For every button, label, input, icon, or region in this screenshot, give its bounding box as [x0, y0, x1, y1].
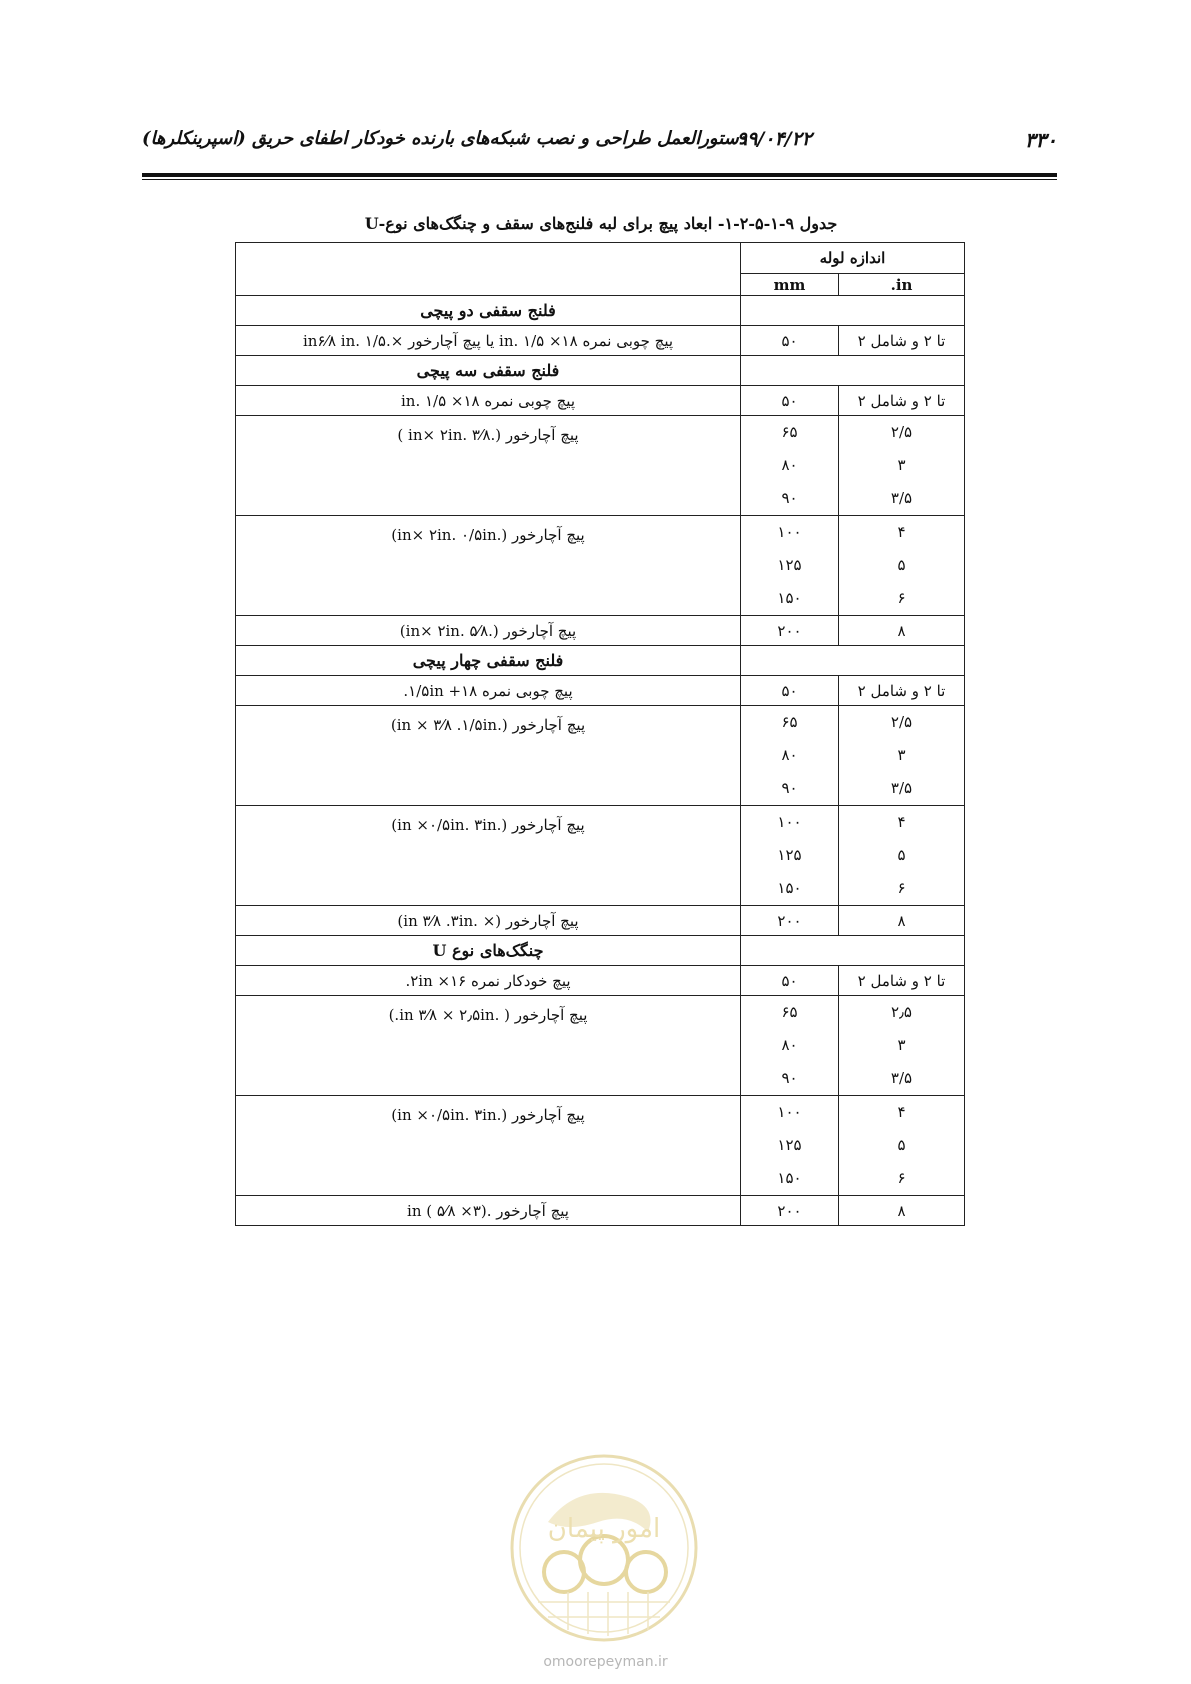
size-mm-value: ۲۰۰	[777, 1201, 802, 1220]
header-rule-thick	[142, 173, 1057, 177]
size-mm-value: ۱۲۵	[777, 846, 802, 864]
header-rule-thin	[142, 179, 1057, 180]
size-in-value: ۶	[897, 1169, 906, 1187]
table-row	[236, 416, 965, 516]
bolt-dimensions-table	[235, 242, 965, 1226]
table-row	[236, 966, 965, 996]
cell-in	[839, 996, 965, 1096]
cell-in	[839, 616, 965, 646]
size-in-value: ۵	[897, 1136, 906, 1154]
page-header	[142, 128, 1057, 158]
cell-mm	[741, 1196, 839, 1226]
size-mm-value: ۱۰۰	[777, 523, 802, 541]
cell-mm	[741, 386, 839, 416]
size-mm-value: ۹۰	[781, 1069, 798, 1087]
size-mm-value: ۵۰	[781, 971, 798, 990]
size-in-value: ۴	[897, 1103, 906, 1121]
cell-mm	[741, 706, 839, 806]
size-mm-value: ۱۰۰	[777, 813, 802, 831]
size-mm-value: ۸۰	[781, 456, 798, 474]
cell-mm	[741, 516, 839, 616]
group-empty-cell	[741, 936, 965, 966]
bolt-description: پیچ آچارخور (.in× ۲in. ۰/۵in)	[236, 516, 741, 616]
group-row	[236, 296, 965, 326]
size-mm-value: ۲۰۰	[777, 911, 802, 930]
group-empty-cell	[741, 356, 965, 386]
cell-mm	[741, 806, 839, 906]
group-row	[236, 356, 965, 386]
group-row	[236, 936, 965, 966]
cell-mm	[741, 616, 839, 646]
cell-in	[839, 386, 965, 416]
cell-in	[839, 676, 965, 706]
group-title: فلنج سقفی چهار پیچی	[236, 646, 741, 676]
size-mm-value: ۶۵	[781, 1003, 798, 1021]
bolt-description: پیچ چوبی نمره ۱۸× in. ۱/۵ یا پیچ آچارخور ×.in۶⁄۸ in. ۱/۵	[236, 326, 741, 356]
size-in-value: تا ۲ و شامل ۲	[857, 331, 946, 350]
cell-in	[839, 906, 965, 936]
size-mm-value: ۹۰	[781, 779, 798, 797]
bolt-description: پیچ آچارخور (× .in ۳⁄۸ .۳in)	[236, 906, 741, 936]
size-mm-value: ۶۵	[781, 713, 798, 731]
size-mm-value: ۱۲۵	[777, 556, 802, 574]
cell-in	[839, 416, 965, 516]
bolt-description: پیچ خودکار نمره ۱۶× ۲in.	[236, 966, 741, 996]
cell-in	[839, 516, 965, 616]
table-row	[236, 326, 965, 356]
size-mm-value: ۱۲۵	[777, 1136, 802, 1154]
size-in-value: تا ۲ و شامل ۲	[857, 681, 946, 700]
watermark-logo-text: امور پیمان	[547, 1514, 661, 1544]
size-in-value: ۳	[897, 1036, 906, 1054]
cell-mm	[741, 1096, 839, 1196]
size-mm-value: ۹۰	[781, 489, 798, 507]
bolt-description: پیچ آچارخور (.in × ۳⁄۸ .۱/۵in)	[236, 706, 741, 806]
size-mm-value: ۱۰۰	[777, 1103, 802, 1121]
size-in-value: تا ۲ و شامل ۲	[857, 391, 946, 410]
table-row	[236, 906, 965, 936]
table-row	[236, 706, 965, 806]
bolt-description: پیچ چوبی نمره ۱۸× in. ۱/۵	[236, 386, 741, 416]
size-in-value: ۶	[897, 589, 906, 607]
cell-mm	[741, 416, 839, 516]
bolt-description: پیچ چوبی نمره ۱۸+ ۱/۵in.	[236, 676, 741, 706]
size-mm-value: ۱۵۰	[777, 1169, 802, 1187]
col-mm-header: mm	[741, 274, 839, 296]
cell-in	[839, 326, 965, 356]
size-in-value: ۳/۵	[890, 1069, 913, 1087]
cell-in	[839, 1096, 965, 1196]
size-mm-value: ۱۵۰	[777, 589, 802, 607]
size-mm-value: ۸۰	[781, 1036, 798, 1054]
bolt-description: پیچ آچارخور (.in ×۰/۵in. ۳in)	[236, 1096, 741, 1196]
size-in-value: ۳	[897, 456, 906, 474]
group-empty-cell	[741, 296, 965, 326]
cell-in	[839, 1196, 965, 1226]
size-in-value: تا ۲ و شامل ۲	[857, 971, 946, 990]
header-date: ۹۹/۰۴/۲۲	[736, 128, 812, 150]
group-title: چنگک‌های نوع U	[236, 936, 741, 966]
header-empty-cell	[236, 243, 741, 296]
bolt-description: پیچ آچارخور (.in× ۲in. ۵⁄۸)	[236, 616, 741, 646]
cell-mm	[741, 326, 839, 356]
size-in-value: ۲/۵	[890, 713, 913, 731]
table-row	[236, 676, 965, 706]
cell-mm	[741, 676, 839, 706]
col-in-header: in.	[839, 274, 965, 296]
bolt-description: پیچ آچارخور (.in ×۰/۵in. ۳in)	[236, 806, 741, 906]
table-caption: جدول ۹-۱-۵-۲-۱- ابعاد پیچ برای لبه فلنج‌های سقف و چنگک‌های نوع-U	[364, 214, 838, 233]
size-mm-value: ۱۵۰	[777, 879, 802, 897]
table-row	[236, 1196, 965, 1226]
size-in-value: ۲٫۵	[891, 1003, 912, 1021]
pipe-size-header: اندازه لوله	[741, 243, 965, 274]
size-in-value: ۵	[897, 556, 906, 574]
size-in-value: ۸	[897, 911, 906, 930]
size-in-value: ۴	[897, 523, 906, 541]
cell-mm	[741, 966, 839, 996]
size-mm-value: ۵۰	[781, 681, 798, 700]
size-in-value: ۳	[897, 746, 906, 764]
bolt-description: پیچ آچارخور (.in× ۲in. ۳⁄۸ )	[236, 416, 741, 516]
size-in-value: ۵	[897, 846, 906, 864]
size-in-value: ۳/۵	[890, 779, 913, 797]
group-title: فلنج سقفی دو پیچی	[236, 296, 741, 326]
document-title: دستورالعمل طراحی و نصب شبکه‌های بارنده خودکار اطفای حریق (اسپرینکلرها)	[142, 128, 747, 149]
table-row	[236, 386, 965, 416]
group-row	[236, 646, 965, 676]
cell-in	[839, 966, 965, 996]
size-mm-value: ۲۰۰	[777, 621, 802, 640]
bolt-description: پیچ آچارخور ( .in ۳⁄۸ × ۲٫۵in.)	[236, 996, 741, 1096]
group-empty-cell	[741, 646, 965, 676]
size-in-value: ۸	[897, 1201, 906, 1220]
size-in-value: ۶	[897, 879, 906, 897]
size-in-value: ۳/۵	[890, 489, 913, 507]
cell-in	[839, 806, 965, 906]
size-in-value: ۸	[897, 621, 906, 640]
size-in-value: ۲/۵	[890, 423, 913, 441]
table-row	[236, 616, 965, 646]
page-number: ۳۳۰	[1024, 128, 1057, 152]
size-mm-value: ۵۰	[781, 331, 798, 350]
watermark-logo	[508, 1452, 700, 1644]
size-in-value: ۴	[897, 813, 906, 831]
cell-mm	[741, 906, 839, 936]
table-row	[236, 996, 965, 1096]
bolt-description: پیچ آچارخور .in ( ۵⁄۸ ×۳)	[236, 1196, 741, 1226]
table-row	[236, 516, 965, 616]
size-mm-value: ۵۰	[781, 391, 798, 410]
size-mm-value: ۶۵	[781, 423, 798, 441]
watermark-url: omoorepeyman.ir	[543, 1654, 668, 1670]
group-title: فلنج سقفی سه پیچی	[236, 356, 741, 386]
table-body	[236, 296, 965, 1226]
cell-in	[839, 706, 965, 806]
table-row	[236, 806, 965, 906]
cell-mm	[741, 996, 839, 1096]
table-row	[236, 1096, 965, 1196]
size-mm-value: ۸۰	[781, 746, 798, 764]
